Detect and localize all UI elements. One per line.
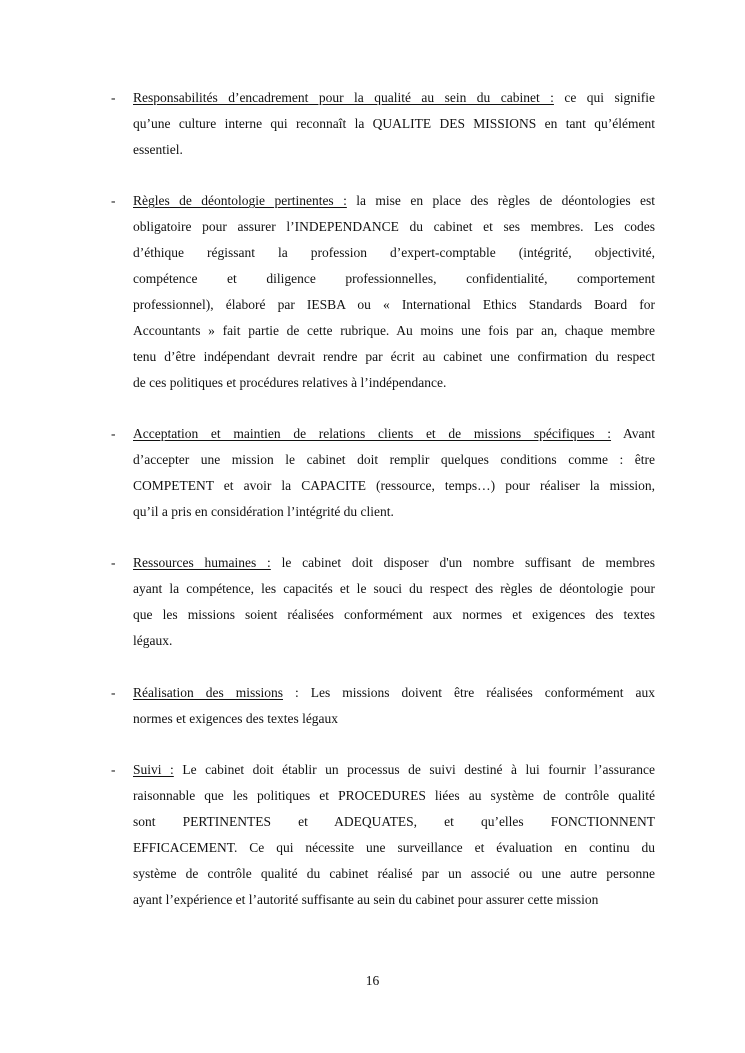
section-heading: Acceptation et maintien de relations clients et de missions spécifiques : — [133, 426, 612, 441]
bullet-dash: - — [111, 555, 116, 570]
heading-continuation: la mise en place des règles de déontologies est — [346, 193, 655, 208]
bullet-dash: - — [111, 685, 116, 700]
page-number: 16 — [365, 973, 380, 988]
paragraph-line: de ces politiques et procédures relatives à l’indépendance. — [133, 375, 447, 390]
paragraph-line: EFFICACEMENT. Ce qui nécessite une surveillance et évaluation en continu du — [133, 840, 655, 855]
section-heading: Règles de déontologie pertinentes : — [133, 193, 347, 208]
paragraph-line: légaux. — [133, 633, 173, 648]
paragraph-line: ayant la compétence, les capacités et le souci du respect des règles de déontologie pour — [133, 581, 655, 596]
paragraph-line: qu’il a pris en considération l’intégrité du client. — [133, 504, 394, 519]
paragraph-line — [133, 421, 655, 447]
paragraph-line: essentiel. — [133, 142, 183, 157]
paragraph-line — [133, 85, 655, 111]
paragraph-line — [133, 757, 655, 783]
paragraph-line: compétence et diligence professionnelles, confidentialité, comportement — [133, 271, 655, 286]
paragraph-line: Accountants » fait partie de cette rubrique. Au moins une fois par an, chaque membre — [133, 323, 655, 338]
paragraph-line — [133, 550, 655, 576]
section-heading: Ressources humaines : — [133, 555, 271, 570]
paragraph-line: d’éthique régissant la profession d’expert-comptable (intégrité, objectivité, — [133, 245, 655, 260]
paragraph-line: qu’une culture interne qui reconnaît la QUALITE DES MISSIONS en tant qu’élément — [133, 116, 655, 131]
paragraph-line: professionnel), élaboré par IESBA ou « International Ethics Standards Board for — [133, 297, 655, 312]
paragraph-line: système de contrôle qualité du cabinet réalisé par un associé ou une autre personne — [133, 866, 655, 881]
heading-continuation: : Les missions doivent être réalisées conformément aux — [283, 685, 655, 700]
paragraph-line: d’accepter une mission le cabinet doit remplir quelques conditions comme : être — [133, 452, 655, 467]
heading-continuation: Avant — [611, 426, 655, 441]
paragraph-line: sont PERTINENTES et ADEQUATES, et qu’elles FONCTIONNENT — [133, 814, 655, 829]
section-heading: Suivi : — [133, 762, 174, 777]
paragraph-line: obligatoire pour assurer l’INDEPENDANCE du cabinet et ses membres. Les codes — [133, 219, 655, 234]
paragraph-line: ayant l’expérience et l’autorité suffisante au sein du cabinet pour assurer cette mission — [133, 892, 599, 907]
paragraph-line — [133, 680, 655, 706]
bullet-dash: - — [111, 762, 116, 777]
heading-continuation: ce qui signifie — [553, 90, 655, 105]
bullet-dash: - — [111, 90, 116, 105]
paragraph-line: normes et exigences des textes légaux — [133, 711, 339, 726]
heading-continuation: le cabinet doit disposer d'un nombre suffisant de membres — [270, 555, 655, 570]
paragraph-line: COMPETENT et avoir la CAPACITE (ressource, temps…) pour réaliser la mission, — [133, 478, 655, 493]
paragraph-line: tenu d’être indépendant devrait rendre par écrit au cabinet une confirmation du respect — [133, 349, 655, 364]
bullet-dash: - — [111, 426, 116, 441]
paragraph-line: raisonnable que les politiques et PROCEDURES liées au système de contrôle qualité — [133, 788, 655, 803]
section-heading: Réalisation des missions — [133, 685, 284, 700]
paragraph-line: que les missions soient réalisées conformément aux normes et exigences des textes — [133, 607, 655, 622]
paragraph-line — [133, 188, 655, 214]
section-heading: Responsabilités d’encadrement pour la qualité au sein du cabinet : — [133, 90, 554, 105]
bullet-dash: - — [111, 193, 116, 208]
heading-continuation: Le cabinet doit établir un processus de suivi destiné à lui fournir l’assurance — [173, 762, 656, 777]
